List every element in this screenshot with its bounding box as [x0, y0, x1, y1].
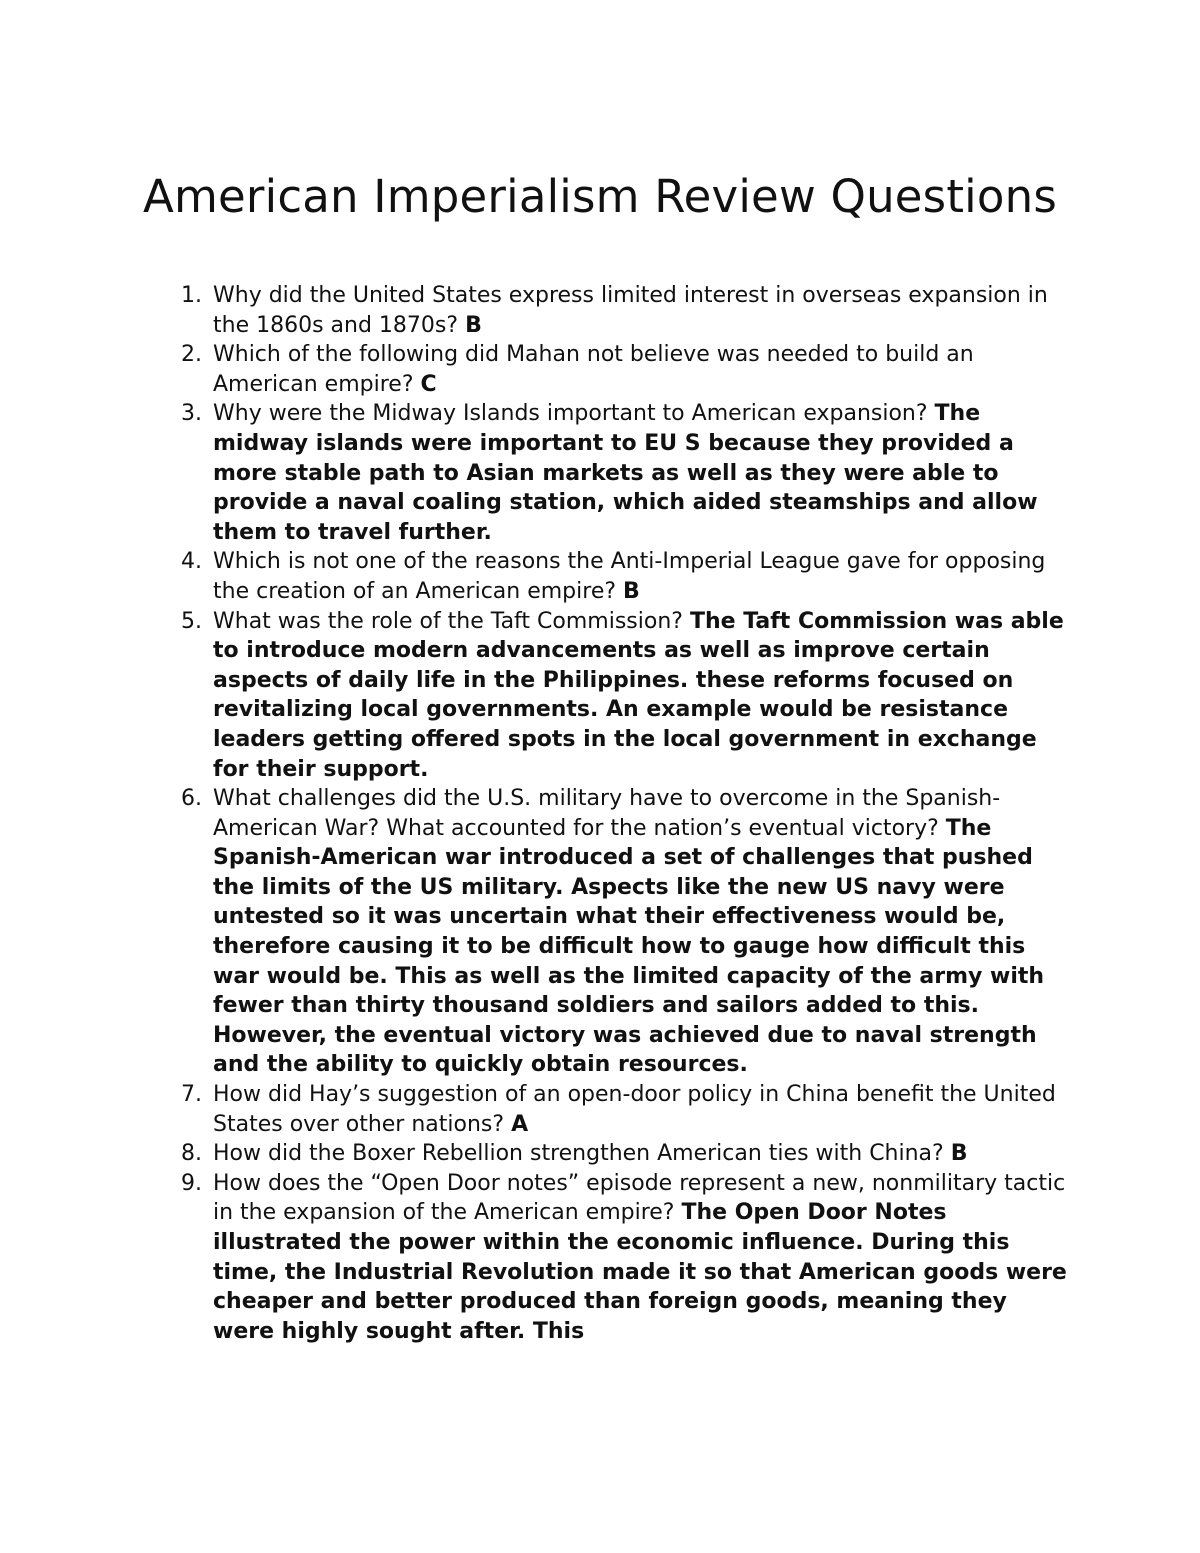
question-text: What challenges did the U.S. military have to overcome in the Spanish-American War? What accounted for the nation’s eventual victory?	[213, 786, 1001, 841]
question-item	[172, 1169, 1072, 1347]
question-text: What was the role of the Taft Commission?	[213, 608, 683, 634]
question-text: How does the “Open Door notes” episode represent a new, nonmilitary tactic in the expansion of the American empire?	[213, 1170, 1066, 1226]
document-title: American Imperialism Review Questions	[143, 170, 1057, 224]
question-text: Which of the following did Mahan not believe was needed to build an American empire?	[213, 342, 974, 397]
question-number: 4.	[181, 549, 202, 575]
question-item	[172, 399, 1072, 547]
question-number: 8.	[181, 1141, 202, 1167]
question-text: How did Hay’s suggestion of an open-door policy in China benefit the United States over other nations?	[213, 1082, 1056, 1137]
question-number: 2.	[181, 342, 202, 368]
answer-text: The Taft Commission was able to introduce modern advancements as well as improve certain aspects of daily life in the Philippines. these reforms focused on revitalizing local governments. An example would be resistance leaders getting offered spots in the local government in exchange for their support.	[213, 608, 1064, 782]
answer-text: B	[950, 1141, 968, 1167]
answer-text: The Open Door Notes illustrated the power within the economic influence. During this time, the Industrial Revolution made it so that American goods were cheaper and better produced than foreign goods, meaning they were highly sought after. This	[213, 1200, 1067, 1344]
question-number: 6.	[181, 786, 202, 812]
question-text: Why were the Midway Islands important to American expansion?	[213, 401, 928, 427]
question-item	[172, 340, 1072, 399]
question-list	[172, 281, 1072, 1346]
answer-text: A	[511, 1111, 529, 1137]
answer-text: The midway islands were important to EU S because they provided a more stable path to Asian markets as well as they were able to provide a naval coaling station, which aided steamships and allow them to travel further.	[213, 401, 1038, 545]
answer-text: B	[623, 578, 640, 604]
question-text: Why did the United States express limited interest in overseas expansion in the 1860s and 1870s?	[213, 283, 1048, 338]
question-number: 7.	[181, 1082, 202, 1108]
question-number: 5.	[181, 608, 202, 634]
question-item	[172, 1080, 1072, 1139]
question-item	[172, 607, 1072, 785]
answer-text: C	[420, 371, 437, 397]
question-number: 3.	[181, 401, 202, 427]
question-number: 1.	[181, 283, 202, 308]
question-item	[172, 547, 1072, 606]
question-item	[172, 784, 1072, 1080]
question-number: 9.	[181, 1170, 202, 1196]
answer-text: The Spanish-American war introduced a set of challenges that pushed the limits of the US military. Aspects like the new US navy were untested so it was uncertain what their effectiveness would be, therefore causing it to be difficult how to gauge how difficult this war would be. This as well as the limited capacity of the army with fewer than thirty thousand soldiers and sailors added to this. However, the eventual victory was achieved due to naval strength and the ability to quickly obtain resources.	[213, 815, 1045, 1078]
question-item	[172, 281, 1072, 340]
question-item	[172, 1139, 1072, 1169]
question-text: How did the Boxer Rebellion strengthen American ties with China?	[213, 1141, 944, 1167]
answer-text: B	[465, 312, 482, 338]
question-text: Which is not one of the reasons the Anti-Imperial League gave for opposing the creation of an American empire?	[213, 549, 1046, 604]
